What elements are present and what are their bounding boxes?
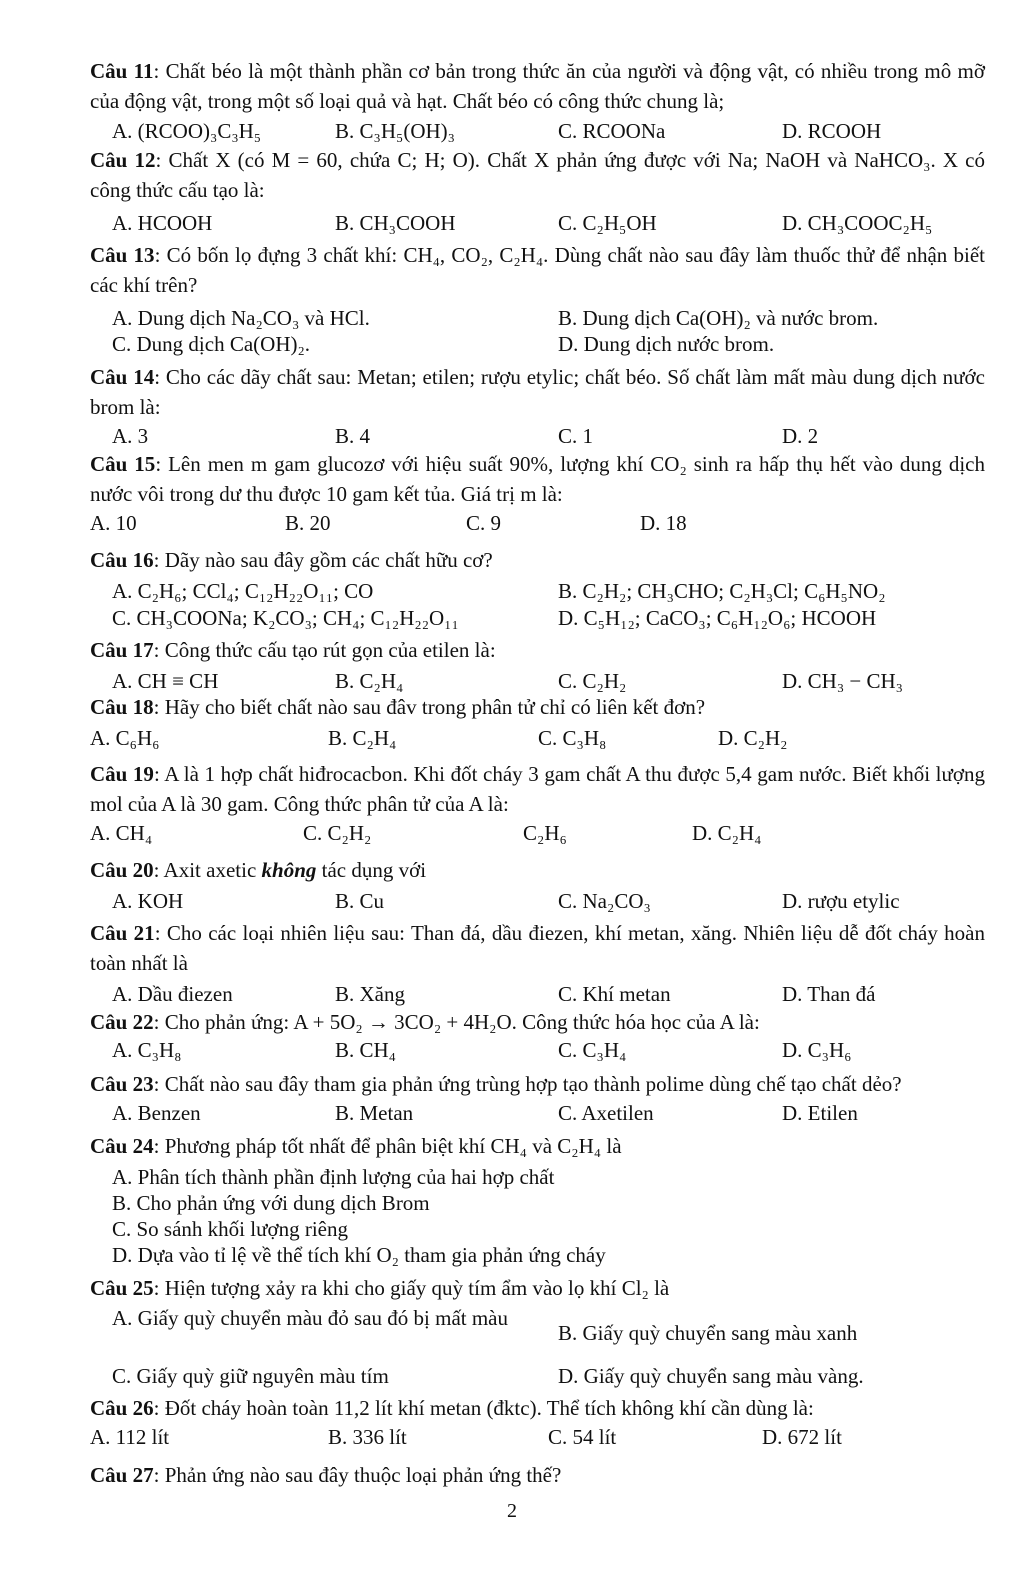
options-row <box>0 604 1024 632</box>
question-stem: Công thức cấu tạo rút gọn của etilen là: <box>164 638 496 662</box>
option-d: D. 18 <box>640 511 687 535</box>
option-unlabeled: C₂H₆ <box>523 821 567 845</box>
option-a: A. 10 <box>90 511 137 535</box>
question-stem: Axit axetic <box>163 858 262 882</box>
question-label: Câu 23 <box>90 1072 154 1096</box>
question-22: Câu 22: Cho phản ứng: A + 5O₂ → 3CO₂ + 4H₂O. Công thức hóa học của A là: <box>90 1010 760 1034</box>
question-20: Câu 20: Axit axetic không tác dụng với <box>90 858 427 882</box>
option-c: C. Giấy quỳ giữ nguyên màu tím <box>112 1364 389 1388</box>
option-c: C. Na₂CO₃ <box>558 889 651 913</box>
question-12: Câu 12: Chất X (có M = 60, chứa C; H; O). Chất X phản ứng được với Na; NaOH và NaHCO₃. X có công thức cấu tạo là: <box>90 148 985 202</box>
options-row <box>0 422 1024 450</box>
options-row <box>0 667 1024 695</box>
option-b: B. 20 <box>285 511 331 535</box>
option-d: D. C₃H₆ <box>782 1038 852 1062</box>
option-c: C. C₂H₅OH <box>558 211 657 235</box>
option-c: C. C₂H₂ <box>303 821 372 845</box>
question-stem: Phản ứng nào sau đây thuộc loại phản ứng thế? <box>164 1463 562 1487</box>
options-row <box>0 1423 1024 1451</box>
question-stem: Cho phản ứng: A + 5O₂ → 3CO₂ + 4H₂O. Công thức hóa học của A là: <box>164 1010 760 1034</box>
option-b: B. CH₃COOH <box>335 211 456 235</box>
option-b: B. Dung dịch Ca(OH)₂ và nước brom. <box>558 306 879 330</box>
option-b: B. Cu <box>335 889 385 913</box>
question-label: Câu 15 <box>90 452 156 476</box>
question-16: Câu 16: Dãy nào sau đây gồm các chất hữu cơ? <box>90 548 493 572</box>
option-d: D. RCOOH <box>782 119 882 143</box>
option-b: B. C₃H₅(OH)₃ <box>335 119 455 143</box>
option-d: D. Etilen <box>782 1101 858 1125</box>
option-b: B. Xăng <box>335 982 405 1006</box>
option-d: D. Giấy quỳ chuyển sang màu vàng. <box>558 1364 864 1388</box>
option-a: A. KOH <box>112 889 184 913</box>
question-label: Câu 19 <box>90 762 154 786</box>
option-d: D. Dựa vào tỉ lệ về thể tích khí O₂ tham gia phản ứng cháy <box>112 1243 606 1267</box>
question-stem: Lên men m gam glucozơ với hiệu suất 90%, lượng khí CO₂ sinh ra hấp thụ hết vào dung dịch nước vôi trong dư thu được 10 gam kết tủa. Giá trị m là: <box>90 452 986 506</box>
option-c: C. C₃H₈ <box>538 726 607 750</box>
question-stem: Hãy cho biết chất nào sau đâv trong phân tử chỉ có liên kết đơn? <box>164 695 706 719</box>
option-a: A. CH ≡ CH <box>112 669 219 693</box>
question-label: Câu 14 <box>90 365 155 389</box>
question-label: Câu 18 <box>90 695 154 719</box>
emphasis-word: không <box>261 858 317 882</box>
question-label: Câu 20 <box>90 858 154 882</box>
question-stem: Có bốn lọ đựng 3 chất khí: CH₄, CO₂, C₂H₄. Dùng chất nào sau đây làm thuốc thử để nhận biết các khí trên? <box>90 243 985 297</box>
option-c: C. 9 <box>466 511 502 535</box>
option-b: B. 4 <box>335 424 371 448</box>
option-d: D. CH₃COOC₂H₅ <box>782 211 933 235</box>
options-row <box>0 304 1024 332</box>
options-row <box>0 509 1024 537</box>
question-stem: Cho các loại nhiên liệu sau: Than đá, dầu điezen, khí metan, xăng. Nhiên liệu dễ đốt cháy hoàn toàn nhất là <box>90 921 985 975</box>
question-11: Câu 11: Chất béo là một thành phần cơ bản trong thức ăn của người và động vật, có nhiều trong mô mỡ của động vật, trong một số loại quả và hạt. Chất béo có công thức chung là; <box>90 59 986 113</box>
option-a: A. C₃H₈ <box>112 1038 182 1062</box>
option-d: D. C₂H₄ <box>692 821 762 845</box>
option-c: C. So sánh khối lượng riêng <box>112 1217 348 1241</box>
options-row <box>0 1099 1024 1127</box>
option-a: A. C₂H₆; CCl₄; C₁₂H₂₂O₁₁; CO <box>112 579 374 603</box>
option-c: C. Khí metan <box>558 982 671 1006</box>
question-19: Câu 19: A là 1 hợp chất hiđrocacbon. Khi đốt cháy 3 gam chất A thu được 5,4 gam nước. Biết khối lượng mol của A là 30 gam. Công thức phân tử của A là: <box>90 762 985 816</box>
options-row <box>0 819 1024 847</box>
option-c: C. CH₃COONa; K₂CO₃; CH₄; C₁₂H₂₂O₁₁ <box>112 606 459 630</box>
question-25: Câu 25: Hiện tượng xảy ra khi cho giấy quỳ tím ẩm vào lọ khí Cl₂ là <box>90 1276 670 1300</box>
question-label: Câu 16 <box>90 548 154 572</box>
question-23: Câu 23: Chất nào sau đây tham gia phản ứng trùng hợp tạo thành polime dùng chế tạo chất dẻo? <box>90 1072 902 1096</box>
option-a: A. Dung dịch Na₂CO₃ và HCl. <box>112 306 370 330</box>
question-label: Câu 22 <box>90 1010 154 1034</box>
question-label: Câu 13 <box>90 243 155 267</box>
question-13: Câu 13: Có bốn lọ đựng 3 chất khí: CH₄, CO₂, C₂H₄. Dùng chất nào sau đây làm thuốc thử để nhận biết các khí trên? <box>90 243 985 297</box>
question-label: Câu 24 <box>90 1134 154 1158</box>
option-c: C. Dung dịch Ca(OH)₂. <box>112 332 311 356</box>
question-label: Câu 11 <box>90 59 154 83</box>
question-27: Câu 27: Phản ứng nào sau đây thuộc loại phản ứng thế? <box>90 1463 562 1487</box>
option-a: A. 3 <box>112 424 149 448</box>
option-d: D. C₅H₁₂; CaCO₃; C₆H₁₂O₆; HCOOH <box>558 606 877 630</box>
option-a: A. Benzen <box>112 1101 201 1125</box>
options-row <box>0 1036 1024 1064</box>
option-b: B. C₂H₂; CH₃CHO; C₂H₃Cl; C₆H₅NO₂ <box>558 579 886 603</box>
question-label: Câu 27 <box>90 1463 154 1487</box>
option-a: A. (RCOO)₃C₃H₅ <box>112 119 262 143</box>
question-label: Câu 26 <box>90 1396 154 1420</box>
question-stem: Chất X (có M = 60, chứa C; H; O). Chất X phản ứng được với Na; NaOH và NaHCO₃. X có công thức cấu tạo là: <box>90 148 985 202</box>
options-row <box>0 117 1024 145</box>
option-c: C. RCOONa <box>558 119 666 143</box>
option-a: A. Dầu điezen <box>112 982 233 1006</box>
option-a: A. CH₄ <box>90 821 153 845</box>
question-stem: Chất nào sau đây tham gia phản ứng trùng hợp tạo thành polime dùng chế tạo chất dẻo? <box>164 1072 902 1096</box>
question-stem-end: tác dụng với <box>316 858 427 882</box>
option-a: A. C₆H₆ <box>90 726 160 750</box>
option-b: B. C₂H₄ <box>335 669 404 693</box>
option-a: A. Phân tích thành phần định lượng của hai hợp chất <box>112 1165 555 1189</box>
option-b: B. C₂H₄ <box>328 726 397 750</box>
option-d: D. 2 <box>782 424 819 448</box>
question-stem: A là 1 hợp chất hiđrocacbon. Khi đốt cháy 3 gam chất A thu được 5,4 gam nước. Biết khối lượng mol của A là 30 gam. Công thức phân tử của A là: <box>90 762 985 816</box>
option-b: B. 336 lít <box>328 1425 407 1449</box>
option-d: D. C₂H₂ <box>718 726 788 750</box>
option-c: C. Axetilen <box>558 1101 654 1125</box>
question-label: Câu 25 <box>90 1276 154 1300</box>
question-21: Câu 21: Cho các loại nhiên liệu sau: Than đá, dầu điezen, khí metan, xăng. Nhiên liệu dễ đốt cháy hoàn toàn nhất là <box>90 921 985 975</box>
question-17: Câu 17: Công thức cấu tạo rút gọn của etilen là: <box>90 638 496 662</box>
option-a: A. HCOOH <box>112 211 213 235</box>
question-stem: Đốt cháy hoàn toàn 11,2 lít khí metan (đktc). Thể tích không khí cần dùng là: <box>164 1396 814 1420</box>
option-b: B. Giấy quỳ chuyển sang màu xanh <box>558 1321 858 1345</box>
option-c: C. 1 <box>558 424 594 448</box>
question-stem: Cho các dãy chất sau: Metan; etilen; rượu etylic; chất béo. Số chất làm mất màu dung dịch nước brom là: <box>90 365 985 419</box>
options-row <box>0 724 1024 752</box>
option-c: C. 54 lít <box>548 1425 617 1449</box>
question-24: Câu 24: Phương pháp tốt nhất để phân biệt khí CH₄ và C₂H₄ là <box>90 1134 622 1158</box>
question-stem: Chất béo là một thành phần cơ bản trong thức ăn của người và động vật, có nhiều trong mô mỡ của động vật, trong một số loại quả và hạt. Chất béo có công thức chung là; <box>90 59 986 113</box>
question-18: Câu 18: Hãy cho biết chất nào sau đâv trong phân tử chỉ có liên kết đơn? <box>90 695 706 719</box>
page-number: 2 <box>507 1500 517 1522</box>
question-14: Câu 14: Cho các dãy chất sau: Metan; etilen; rượu etylic; chất béo. Số chất làm mất màu dung dịch nước brom là: <box>90 365 985 419</box>
options-row <box>0 330 1024 358</box>
option-b: B. Cho phản ứng với dung dịch Brom <box>112 1191 430 1215</box>
question-label: Câu 17 <box>90 638 154 662</box>
question-stem: Dãy nào sau đây gồm các chất hữu cơ? <box>164 548 493 572</box>
option-b: B. Metan <box>335 1101 414 1125</box>
option-d: D. CH₃ − CH₃ <box>782 669 903 693</box>
options-row <box>0 209 1024 237</box>
question-stem: Hiện tượng xảy ra khi cho giấy quỳ tím ẩm vào lọ khí Cl₂ là <box>164 1276 670 1300</box>
options-row <box>0 980 1024 1008</box>
question-15: Câu 15: Lên men m gam glucozơ với hiệu suất 90%, lượng khí CO₂ sinh ra hấp thụ hết vào dung dịch nước vôi trong dư thu được 10 gam kết tủa. Giá trị m là: <box>90 452 986 506</box>
option-d: D. Dung dịch nước brom. <box>558 332 775 356</box>
option-a: A. 112 lít <box>90 1425 170 1449</box>
options-row <box>0 1362 1024 1390</box>
option-a: A. Giấy quỳ chuyển màu đỏ sau đó bị mất màu <box>112 1306 509 1330</box>
option-d: D. 672 lít <box>762 1425 842 1449</box>
option-d: D. Than đá <box>782 982 876 1006</box>
question-26: Câu 26: Đốt cháy hoàn toàn 11,2 lít khí metan (đktc). Thể tích không khí cần dùng là: <box>90 1396 814 1420</box>
option-d: D. rượu etylic <box>782 889 900 913</box>
option-c: C. C₂H₂ <box>558 669 627 693</box>
options-row <box>0 887 1024 915</box>
option-b: B. CH₄ <box>335 1038 397 1062</box>
options-row <box>0 577 1024 605</box>
option-c: C. C₃H₄ <box>558 1038 627 1062</box>
question-label: Câu 21 <box>90 921 155 945</box>
question-label: Câu 12 <box>90 148 156 172</box>
question-stem: Phương pháp tốt nhất để phân biệt khí CH₄ và C₂H₄ là <box>164 1134 622 1158</box>
